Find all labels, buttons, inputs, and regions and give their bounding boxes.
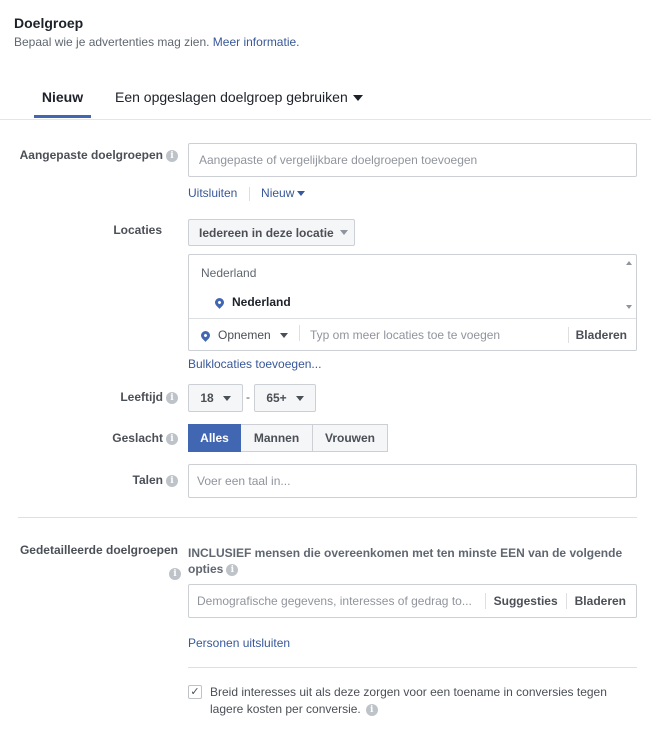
age-label-text: Leeftijd xyxy=(120,390,163,404)
link-divider xyxy=(249,187,250,201)
custom-audiences-actions xyxy=(188,186,305,201)
browse-divider xyxy=(566,593,567,609)
detailed-browse-button[interactable]: Bladeren xyxy=(574,594,626,608)
expand-interests-checkbox[interactable]: ✓ xyxy=(188,685,202,699)
gender-men-button[interactable]: Mannen xyxy=(241,424,313,452)
exclude-people-link[interactable]: Personen uitsluiten xyxy=(188,636,291,650)
age-max-value: 65+ xyxy=(266,391,287,405)
location-box-divider xyxy=(189,318,636,319)
languages-input[interactable] xyxy=(188,464,637,498)
audience-tabs xyxy=(0,80,651,120)
info-icon[interactable]: i xyxy=(226,564,238,576)
detailed-targeting-placeholder: Demografische gegevens, interesses of gedrag to... xyxy=(197,594,472,608)
age-separator: - xyxy=(246,390,250,404)
location-search-input[interactable] xyxy=(310,328,500,342)
location-type-dropdown[interactable] xyxy=(188,219,355,246)
languages-label-text: Talen xyxy=(132,473,163,487)
location-pin-icon xyxy=(199,329,212,342)
tab-saved-label: Een opgeslagen doelgroep gebruiken xyxy=(115,89,348,105)
age-min-dropdown[interactable] xyxy=(188,384,243,412)
scroll-down-icon[interactable] xyxy=(626,305,632,309)
section-subtitle xyxy=(14,35,300,49)
location-group-header: Nederland xyxy=(201,266,257,280)
location-box xyxy=(188,254,637,351)
tab-new-label: Nieuw xyxy=(41,89,84,105)
info-icon[interactable]: i xyxy=(166,150,178,162)
info-icon[interactable]: i xyxy=(169,568,181,580)
chevron-down-icon xyxy=(297,191,305,196)
new-audience-link[interactable] xyxy=(261,186,305,200)
languages-placeholder: Voer een taal in... xyxy=(197,474,291,488)
custom-audiences-label xyxy=(0,148,178,162)
exclude-link[interactable]: Uitsluiten xyxy=(188,186,238,200)
more-info-link[interactable]: Meer informatie. xyxy=(212,35,300,49)
expand-interests-text xyxy=(210,684,630,718)
age-label xyxy=(0,390,178,404)
detailed-description-text: INCLUSIEF mensen die overeenkomen met ten minste EEN van de volgende opties xyxy=(188,546,623,576)
section-divider xyxy=(18,517,637,518)
detailed-info xyxy=(166,566,181,580)
gender-label xyxy=(0,431,178,445)
location-browse-button[interactable]: Bladeren xyxy=(575,328,627,342)
tab-new[interactable] xyxy=(34,89,91,118)
detailed-targeting-label: Gedetailleerde doelgroepen xyxy=(19,543,178,557)
chevron-down-icon xyxy=(340,230,348,235)
expand-divider xyxy=(188,667,637,668)
new-audience-label: Nieuw xyxy=(261,186,295,200)
gender-all-button[interactable]: Alles xyxy=(188,424,241,452)
detailed-targeting-input[interactable] xyxy=(188,584,637,618)
include-dropdown[interactable] xyxy=(201,328,288,342)
caret-down-icon xyxy=(353,95,363,101)
info-icon[interactable]: i xyxy=(166,433,178,445)
info-icon[interactable]: i xyxy=(366,704,378,716)
location-search-placeholder: Typ om meer locaties toe te voegen xyxy=(310,328,501,342)
suggestions-button[interactable]: Suggesties xyxy=(493,594,558,608)
location-item-label: Nederland xyxy=(232,295,291,309)
gender-segmented-control xyxy=(188,424,388,452)
languages-label xyxy=(0,473,178,487)
custom-audiences-label-text: Aangepaste doelgroepen xyxy=(19,148,163,162)
suggestions-divider xyxy=(485,593,486,609)
bulk-locations-link[interactable]: Bulklocaties toevoegen... xyxy=(188,357,322,371)
expand-interests-label: Breid interesses uit als deze zorgen voor een toename in conversies tegen lagere kosten per conversie. xyxy=(210,685,607,716)
chevron-down-icon xyxy=(296,396,304,401)
location-type-label: Iedereen in deze locatie xyxy=(199,225,334,240)
gender-women-button[interactable]: Vrouwen xyxy=(313,424,388,452)
custom-audiences-placeholder: Aangepaste of vergelijkbare doelgroepen toevoegen xyxy=(199,153,478,167)
subtitle-text: Bepaal wie je advertenties mag zien. xyxy=(14,35,210,49)
section-title: Doelgroep xyxy=(14,15,84,31)
info-icon[interactable]: i xyxy=(166,392,178,404)
tab-saved-audience[interactable] xyxy=(115,89,363,105)
age-max-dropdown[interactable] xyxy=(254,384,316,412)
age-min-value: 18 xyxy=(200,391,214,405)
chevron-down-icon xyxy=(280,333,288,338)
custom-audiences-input[interactable] xyxy=(188,143,637,177)
detailed-description xyxy=(188,545,638,577)
locations-label: Locaties xyxy=(113,223,162,237)
location-item[interactable] xyxy=(215,295,291,309)
info-icon[interactable]: i xyxy=(166,475,178,487)
location-pin-icon xyxy=(213,296,226,309)
gender-label-text: Geslacht xyxy=(112,431,163,445)
include-label: Opnemen xyxy=(218,328,271,342)
browse-divider xyxy=(568,327,569,343)
scroll-up-icon[interactable] xyxy=(626,261,632,265)
include-divider xyxy=(299,325,300,341)
chevron-down-icon xyxy=(223,396,231,401)
